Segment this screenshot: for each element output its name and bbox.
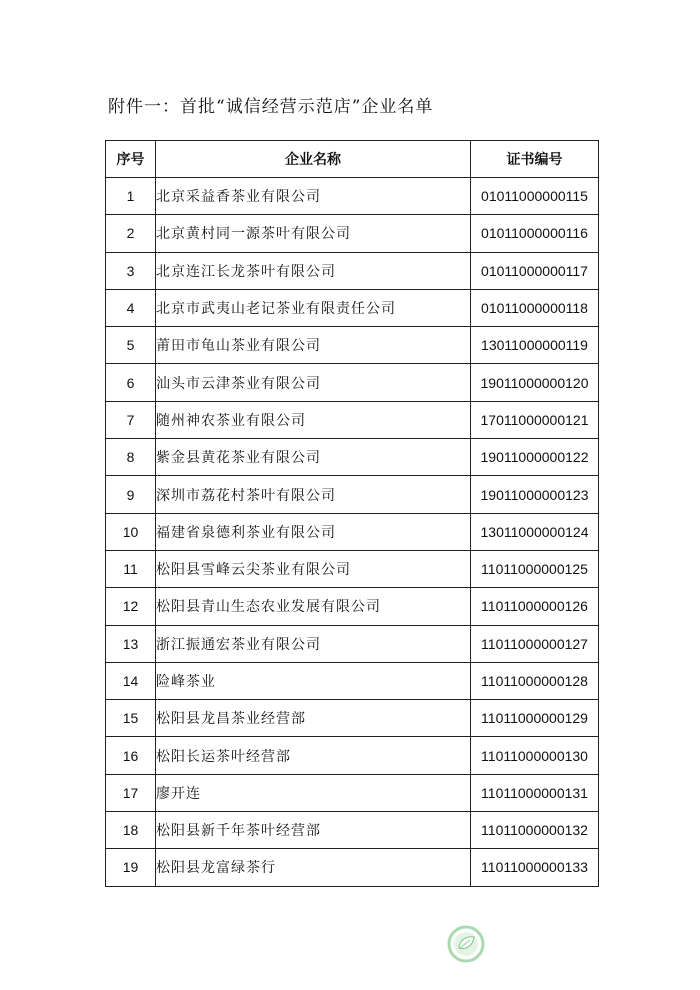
row-cert-cell: 19011000000122 (471, 439, 599, 476)
table-row (106, 476, 599, 513)
row-cert-cell: 01011000000117 (471, 252, 599, 289)
row-name-cell: 北京采益香茶业有限公司 (156, 178, 471, 215)
row-cert-cell: 11011000000130 (471, 737, 599, 774)
table-header-row (106, 141, 599, 178)
row-name-cell: 廖开连 (156, 774, 471, 811)
row-name-cell: 汕头市云津茶业有限公司 (156, 364, 471, 401)
row-index-cell: 8 (106, 439, 156, 476)
row-name-cell: 北京连江长龙茶叶有限公司 (156, 252, 471, 289)
row-name-cell: 险峰茶业 (156, 662, 471, 699)
column-header-name: 企业名称 (156, 141, 471, 178)
table-row (106, 849, 599, 886)
table-row (106, 812, 599, 849)
row-name-cell: 松阳县龙富绿茶行 (156, 849, 471, 886)
leaf-emblem-icon (446, 924, 486, 964)
row-name-cell: 松阳县雪峰云尖茶业有限公司 (156, 550, 471, 587)
table-row (106, 513, 599, 550)
row-cert-cell: 11011000000126 (471, 588, 599, 625)
table-row (106, 439, 599, 476)
row-index-cell: 2 (106, 215, 156, 252)
table-row (106, 700, 599, 737)
table-row (106, 737, 599, 774)
row-cert-cell: 13011000000119 (471, 327, 599, 364)
row-name-cell: 北京黄村同一源茶叶有限公司 (156, 215, 471, 252)
row-index-cell: 12 (106, 588, 156, 625)
table-row (106, 774, 599, 811)
table-row (106, 289, 599, 326)
row-index-cell: 4 (106, 289, 156, 326)
row-cert-cell: 11011000000127 (471, 625, 599, 662)
row-cert-cell: 11011000000125 (471, 550, 599, 587)
row-name-cell: 松阳县新千年茶叶经营部 (156, 812, 471, 849)
page-title: 附件一：首批“诚信经营示范店”企业名单 (108, 97, 434, 117)
row-cert-cell: 13011000000124 (471, 513, 599, 550)
row-cert-cell: 19011000000123 (471, 476, 599, 513)
row-index-cell: 19 (106, 849, 156, 886)
row-cert-cell: 01011000000118 (471, 289, 599, 326)
row-name-cell: 深圳市荔花村茶叶有限公司 (156, 476, 471, 513)
row-cert-cell: 01011000000115 (471, 178, 599, 215)
row-index-cell: 3 (106, 252, 156, 289)
row-cert-cell: 19011000000120 (471, 364, 599, 401)
row-index-cell: 14 (106, 662, 156, 699)
row-name-cell: 松阳长运茶叶经营部 (156, 737, 471, 774)
row-cert-cell: 17011000000121 (471, 401, 599, 438)
row-name-cell: 松阳县青山生态农业发展有限公司 (156, 588, 471, 625)
table-row (106, 252, 599, 289)
row-index-cell: 10 (106, 513, 156, 550)
table-row (106, 588, 599, 625)
row-cert-cell: 11011000000132 (471, 812, 599, 849)
row-cert-cell: 11011000000133 (471, 849, 599, 886)
row-cert-cell: 11011000000128 (471, 662, 599, 699)
column-header-index: 序号 (106, 141, 156, 178)
row-name-cell: 浙江振通宏茶业有限公司 (156, 625, 471, 662)
table-row (106, 550, 599, 587)
table-body (106, 178, 599, 887)
row-index-cell: 13 (106, 625, 156, 662)
row-name-cell: 紫金县黄花茶业有限公司 (156, 439, 471, 476)
row-cert-cell: 01011000000116 (471, 215, 599, 252)
row-index-cell: 9 (106, 476, 156, 513)
table-row (106, 364, 599, 401)
row-cert-cell: 11011000000129 (471, 700, 599, 737)
table-row (106, 215, 599, 252)
column-header-cert: 证书编号 (471, 141, 599, 178)
table-row (106, 327, 599, 364)
row-index-cell: 16 (106, 737, 156, 774)
table-row (106, 401, 599, 438)
row-name-cell: 松阳县龙昌茶业经营部 (156, 700, 471, 737)
row-index-cell: 6 (106, 364, 156, 401)
table-row (106, 662, 599, 699)
row-name-cell: 福建省泉德利茶业有限公司 (156, 513, 471, 550)
row-name-cell: 随州神农茶业有限公司 (156, 401, 471, 438)
row-name-cell: 莆田市龟山茶业有限公司 (156, 327, 471, 364)
table-row (106, 625, 599, 662)
row-index-cell: 5 (106, 327, 156, 364)
row-cert-cell: 11011000000131 (471, 774, 599, 811)
row-index-cell: 17 (106, 774, 156, 811)
row-index-cell: 15 (106, 700, 156, 737)
row-name-cell: 北京市武夷山老记茶业有限责任公司 (156, 289, 471, 326)
row-index-cell: 18 (106, 812, 156, 849)
enterprise-table (105, 140, 599, 887)
row-index-cell: 1 (106, 178, 156, 215)
row-index-cell: 11 (106, 550, 156, 587)
row-index-cell: 7 (106, 401, 156, 438)
table-row (106, 178, 599, 215)
